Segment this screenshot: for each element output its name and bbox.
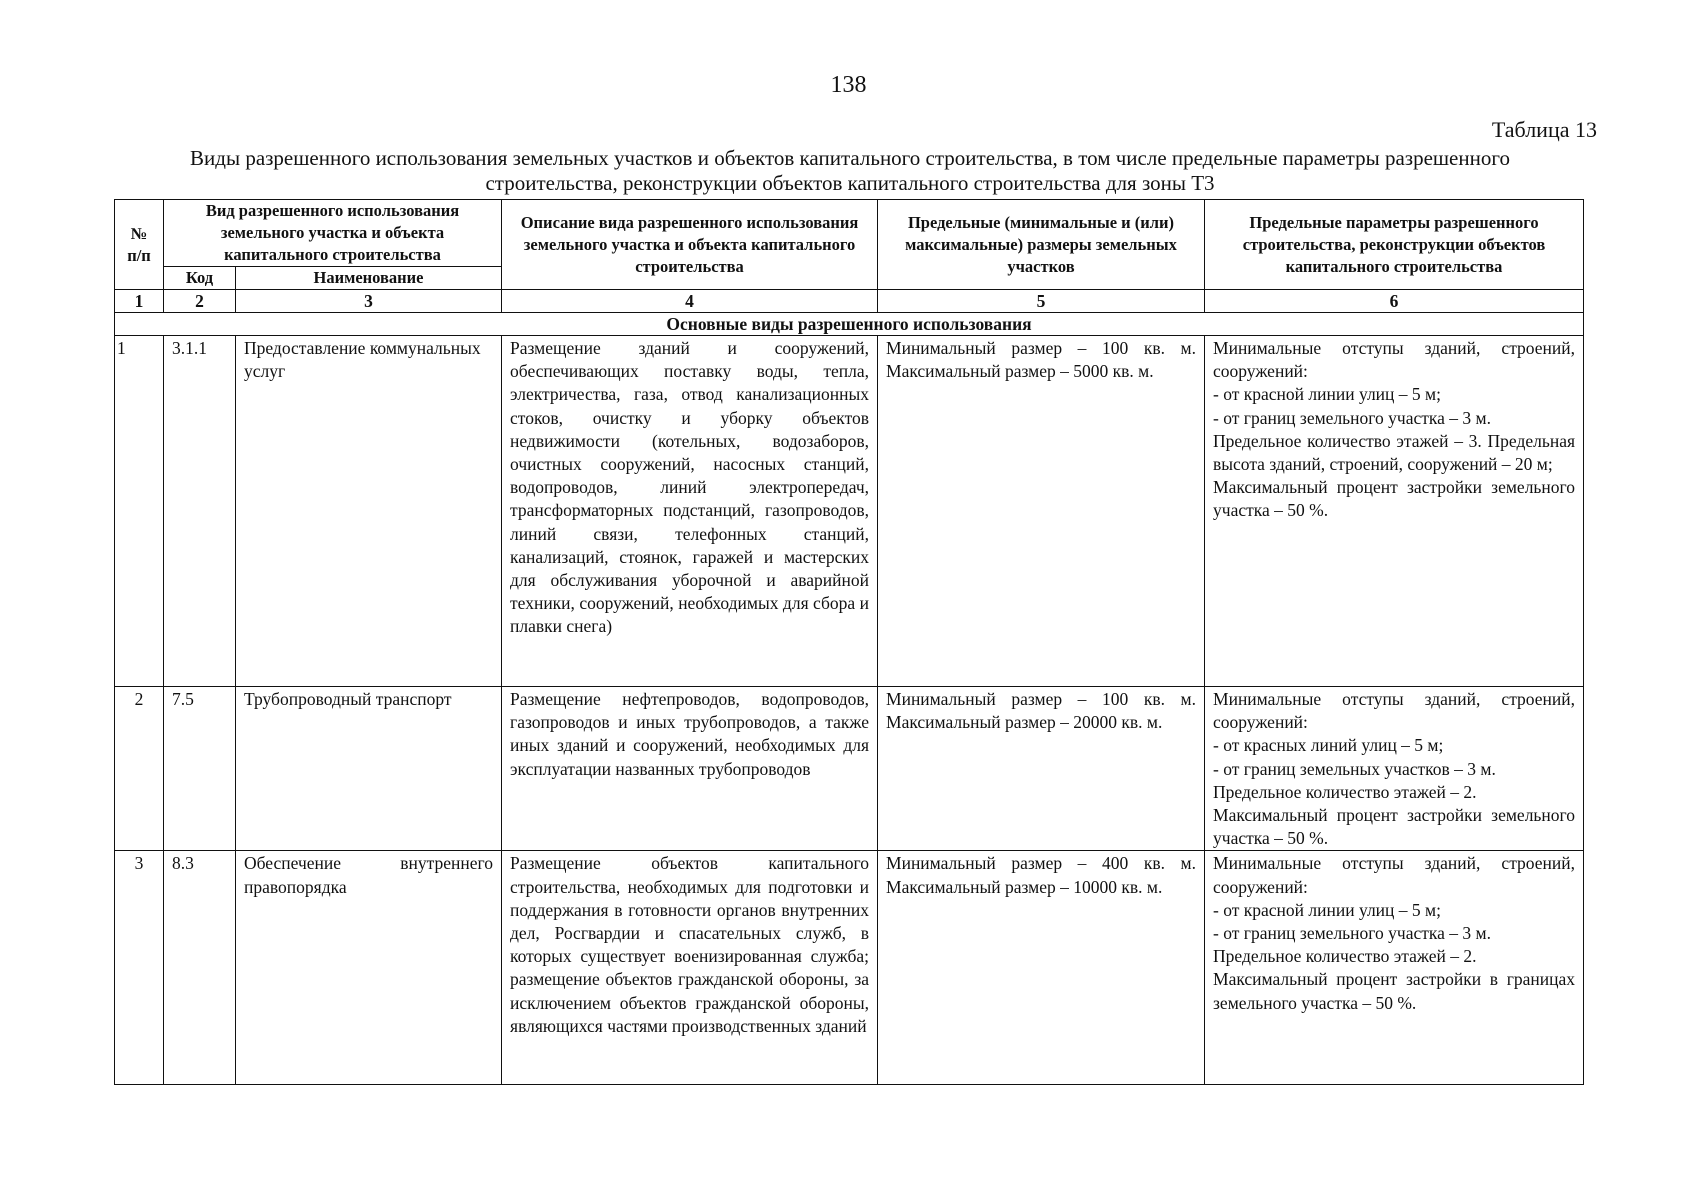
- land-use-table: [114, 199, 1584, 1085]
- column-number: 4: [502, 290, 878, 313]
- row-name: Трубопроводный транспорт: [236, 687, 502, 851]
- table-row: [115, 687, 1584, 851]
- header-code: Код: [164, 267, 236, 290]
- row-description: Размещение зданий и сооружений, обеспечивающих поставку воды, тепла, электричества, газа, отвод канализационных стоков, очистку и уборку объектов недвижимости (котельных, водозаборов, очистных сооружений, насосных станций, водопроводов, линий электропередач, трансформаторных подстанций, газопроводов, линий связи, телефонных станций, канализаций, стоянок, гаражей и мастерских для обслуживания уборочной и аварийной техники, сооружений, необходимых для сбора и плавки снега): [502, 336, 878, 687]
- column-number: 6: [1205, 290, 1584, 313]
- section-row: [115, 313, 1584, 336]
- table-row: [115, 336, 1584, 687]
- row-params: Минимальные отступы зданий, строений, сооружений: - от красных линий улиц – 5 м; - от границ земельных участков – 3 м. Предельное количество этажей – 2. Максимальный процент застройки земельного участка – 50 %.: [1205, 687, 1584, 851]
- header-type-group: Вид разрешенного использования земельного участка и объекта капитального строительства: [164, 200, 502, 267]
- header-description: Описание вида разрешенного использования земельного участка и объекта капитального строительства: [502, 200, 878, 290]
- column-number: 5: [878, 290, 1205, 313]
- header-name: Наименование: [236, 267, 502, 290]
- column-number: 1: [115, 290, 164, 313]
- row-name: Предоставление коммунальных услуг: [236, 336, 502, 687]
- row-description: Размещение нефтепроводов, водопроводов, газопроводов и иных трубопроводов, а также иных зданий и сооружений, необходимых для эксплуатации названных трубопроводов: [502, 687, 878, 851]
- row-number: 2: [115, 687, 164, 851]
- page-number: 138: [830, 72, 867, 98]
- row-params: Минимальные отступы зданий, строений, сооружений: - от красной линии улиц – 5 м; - от границ земельного участка – 3 м. Предельное количество этажей – 2. Максимальный процент застройки в границах земельного участка – 50 %.: [1205, 851, 1584, 1085]
- row-description: Размещение объектов капитального строительства, необходимых для подготовки и поддержания в готовности органов внутренних дел, Росгвардии и спасательных служб, в которых существует военизированная служба; размещение объектов гражданской обороны, за исключением объектов гражданской обороны, являющихся частями производственных зданий: [502, 851, 878, 1085]
- row-number: 1: [115, 336, 164, 687]
- row-code: 7.5: [164, 687, 236, 851]
- row-number: 3: [115, 851, 164, 1085]
- header-no: № п/п: [115, 200, 164, 290]
- header-params: Предельные параметры разрешенного строительства, реконструкции объектов капитального строительства: [1205, 200, 1584, 290]
- table-row: [115, 851, 1584, 1085]
- section-title: Основные виды разрешенного использования: [115, 313, 1584, 336]
- row-sizes: Минимальный размер – 100 кв. м. Максимальный размер – 5000 кв. м.: [878, 336, 1205, 687]
- row-sizes: Минимальный размер – 400 кв. м. Максимальный размер – 10000 кв. м.: [878, 851, 1205, 1085]
- table-caption: Виды разрешенного использования земельных участков и объектов капитального строительства, в том числе предельные параметры разрешенного строительства, реконструкции объектов капитального строительства для зоны Т3: [190, 146, 1510, 195]
- column-number: 3: [236, 290, 502, 313]
- row-params: Минимальные отступы зданий, строений, сооружений: - от красной линии улиц – 5 м; - от границ земельного участка – 3 м. Предельное количество этажей – 3. Предельная высота зданий, строений, сооружений – 20 м; Максимальный процент застройки земельного участка – 50 %.: [1205, 336, 1584, 687]
- table-label: Таблица 13: [1491, 117, 1597, 142]
- column-number-row: [115, 290, 1584, 313]
- column-number: 2: [164, 290, 236, 313]
- row-code: 8.3: [164, 851, 236, 1085]
- header-row-1: [115, 200, 1584, 267]
- row-code: 3.1.1: [164, 336, 236, 687]
- row-name: Обеспечение внутреннего правопорядка: [236, 851, 502, 1085]
- row-sizes: Минимальный размер – 100 кв. м. Максимальный размер – 20000 кв. м.: [878, 687, 1205, 851]
- header-sizes: Предельные (минимальные и (или) максимальные) размеры земельных участков: [878, 200, 1205, 290]
